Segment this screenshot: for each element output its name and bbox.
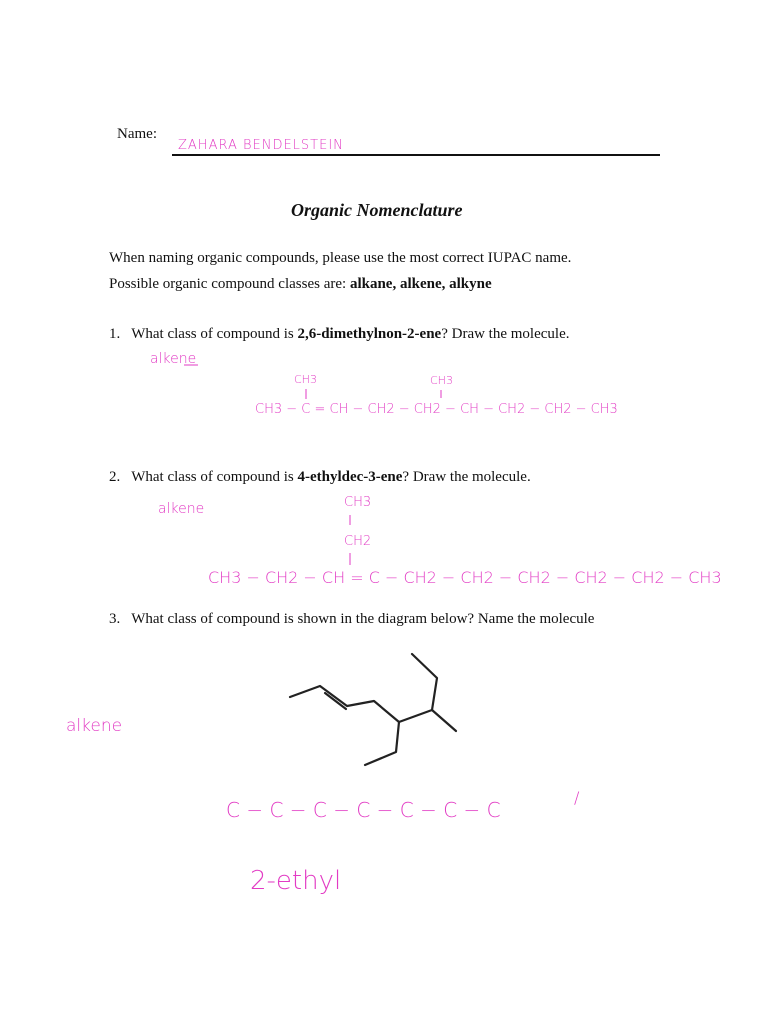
double-bond-line: [325, 693, 346, 709]
answer-3-tick-mark: /: [574, 788, 580, 807]
answer-1-branch-right: CH3: [430, 374, 453, 387]
answer-2-branch-mid: CH2: [344, 534, 372, 549]
answer-2-main-chain: CH3 − CH2 − CH = C − CH2 − CH2 − CH2 − CH2 − CH2 − CH3: [208, 568, 722, 587]
question-3-text: What class of compound is shown in the diagram below? Name the molecule: [131, 611, 595, 627]
intro-line-2-prefix: Possible organic compound classes are:: [109, 276, 350, 292]
skeletal-structure: [290, 654, 456, 765]
answer-1-class: alkene: [150, 351, 197, 367]
answer-3-class: alkene: [66, 716, 123, 736]
name-label: Name:: [117, 126, 157, 142]
question-2-compound: 4-ethyldec-3-ene: [297, 469, 403, 485]
question-1-suffix: ? Draw the molecule.: [441, 326, 570, 342]
answer-3-chain: C − C − C − C − C − C − C: [226, 798, 501, 822]
question-3-number: 3.: [109, 611, 121, 627]
question-1-compound: 2,6-dimethylnon-2-ene: [297, 326, 442, 342]
main-chain-bonds: [290, 654, 437, 722]
answer-2-branch-top: CH3: [344, 495, 372, 510]
question-2-number: 2.: [109, 469, 121, 485]
question-2-prefix: What class of compound is: [131, 469, 298, 485]
compound-classes: alkane, alkene, alkyne: [349, 276, 492, 292]
answer-1-main-chain: CH3 − C = CH − CH2 − CH2 − CH − CH2 − CH2 − CH3: [255, 402, 618, 417]
ethyl-branch: [365, 722, 399, 765]
answer-3-name: 2-ethyl: [250, 866, 342, 896]
answer-1-branch-left: CH3: [294, 373, 317, 386]
question-1-number: 1.: [109, 326, 121, 342]
intro-line-1: When naming organic compounds, please use the most correct IUPAC name.: [109, 250, 572, 266]
question-1-prefix: What class of compound is: [131, 326, 298, 342]
page-title: Organic Nomenclature: [291, 200, 463, 220]
name-handwritten: ZAHARA BENDELSTEIN: [178, 138, 344, 153]
methyl-branch: [432, 710, 456, 731]
answer-2-class: alkene: [158, 501, 205, 517]
question-2-suffix: ? Draw the molecule.: [402, 469, 531, 485]
